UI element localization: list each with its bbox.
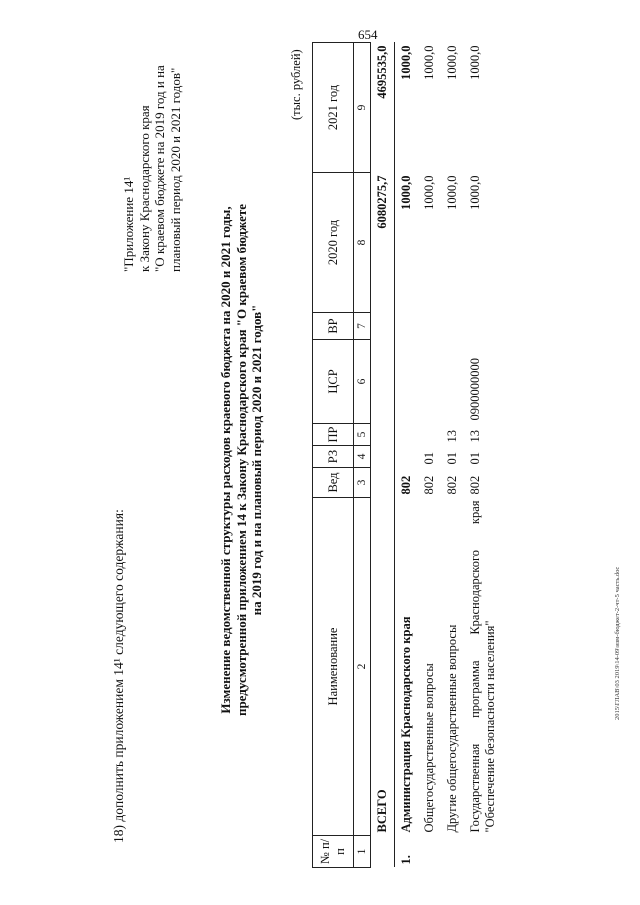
header-name: Наименование — [313, 498, 354, 836]
column-number: 6 — [354, 340, 371, 424]
row-csr: 0900000000 — [468, 358, 482, 421]
header-pr: ПР — [313, 424, 354, 446]
row-rz: 01 — [445, 452, 459, 465]
table-row — [441, 43, 464, 868]
row-2021: 1000,0 — [445, 45, 459, 80]
page-number: 654 — [358, 27, 378, 42]
row-name: Другие общегосударственные вопросы — [445, 624, 459, 833]
row-rz: 01 — [468, 452, 482, 465]
row-vr — [464, 313, 502, 340]
row-ved: 802 — [468, 475, 482, 495]
row-csr — [441, 340, 464, 424]
row-num — [441, 836, 464, 868]
header-2020: 2020 год — [313, 173, 354, 313]
appendix-line-4: плановый период 2020 и 2021 годов" — [167, 67, 183, 272]
header-csr: ЦСР — [313, 340, 354, 424]
row-vr — [418, 313, 441, 340]
column-number: 4 — [354, 446, 371, 468]
row-pr — [418, 424, 441, 446]
units-label: (тыс. рублей) — [289, 49, 303, 120]
row-csr — [395, 340, 419, 424]
table-row — [464, 43, 502, 868]
row-2021: 1000,0 — [468, 45, 482, 80]
intro-text: 18) дополнить приложением 14¹ следующего содержания: — [111, 509, 126, 843]
table-row — [418, 43, 441, 868]
column-number: 1 — [354, 836, 371, 868]
column-number: 9 — [354, 43, 371, 173]
title-line-1: Изменение ведомственной структуры расходов краевого бюджета на 2020 и 2021 годы, — [218, 206, 233, 714]
row-2020: 1000,0 — [445, 175, 459, 210]
row-rz: 01 — [422, 452, 436, 465]
title-line-3: на 2019 год и на плановый период 2020 и 2021 годов" — [249, 304, 264, 616]
header-2021: 2021 год — [313, 43, 354, 173]
row-ved: 802 — [445, 475, 459, 495]
row-2020: 1000,0 — [422, 175, 436, 210]
row-name: Общегосударственные вопросы — [422, 663, 436, 833]
row-2021: 1000,0 — [422, 45, 436, 80]
title-line-2: предусмотренной приложением 14 к Закону Краснодарского края "О краевом бюджете — [233, 203, 249, 717]
column-number: 5 — [354, 424, 371, 446]
total-2021: 4695535,0 — [371, 43, 395, 173]
appendix-reference — [121, 65, 183, 272]
row-vr — [395, 313, 419, 340]
row-vr — [441, 313, 464, 340]
row-num: 1. — [399, 855, 413, 865]
total-row — [371, 43, 395, 868]
header-vr: ВР — [313, 313, 354, 340]
table-header-row — [313, 43, 354, 868]
budget-table — [312, 43, 502, 868]
row-name: Государственная программа Краснодарского края "Обеспечение безопасности населения" — [468, 500, 497, 833]
row-2020: 1000,0 — [468, 175, 482, 210]
table-row — [395, 43, 419, 868]
row-pr — [395, 424, 419, 446]
column-number: 8 — [354, 173, 371, 313]
column-number: 7 — [354, 313, 371, 340]
row-num — [464, 836, 502, 868]
row-ved: 802 — [422, 475, 436, 495]
row-name: Администрация Краснодарского края — [399, 616, 413, 833]
column-number-row — [354, 43, 371, 868]
appendix-line-1: "Приложение 14¹ — [121, 176, 136, 272]
appendix-line-2: к Закону Краснодарского края — [136, 105, 152, 272]
appendix-line-3: "О краевом бюджете на 2019 год и на — [152, 65, 167, 272]
total-label: ВСЕГО — [371, 498, 395, 836]
document-title — [218, 160, 265, 760]
row-2021: 1000,0 — [399, 45, 413, 80]
row-ved: 802 — [399, 475, 413, 495]
total-2020: 6080275,7 — [371, 173, 395, 313]
column-number: 2 — [354, 498, 371, 836]
row-pr: 13 — [445, 430, 459, 443]
row-rz — [395, 446, 419, 468]
column-number: 3 — [354, 468, 371, 498]
row-num — [418, 836, 441, 868]
header-rz: РЗ — [313, 446, 354, 468]
footer-file-path: 2015\ГЛАВ\03 2019\14-09\изм-бюджет-2-чт-5 часть.doc — [614, 566, 621, 720]
row-2020: 1000,0 — [399, 175, 413, 210]
header-num: № п/п — [313, 836, 354, 868]
header-ved: Вед — [313, 468, 354, 498]
row-csr — [418, 340, 441, 424]
row-pr: 13 — [468, 430, 482, 443]
